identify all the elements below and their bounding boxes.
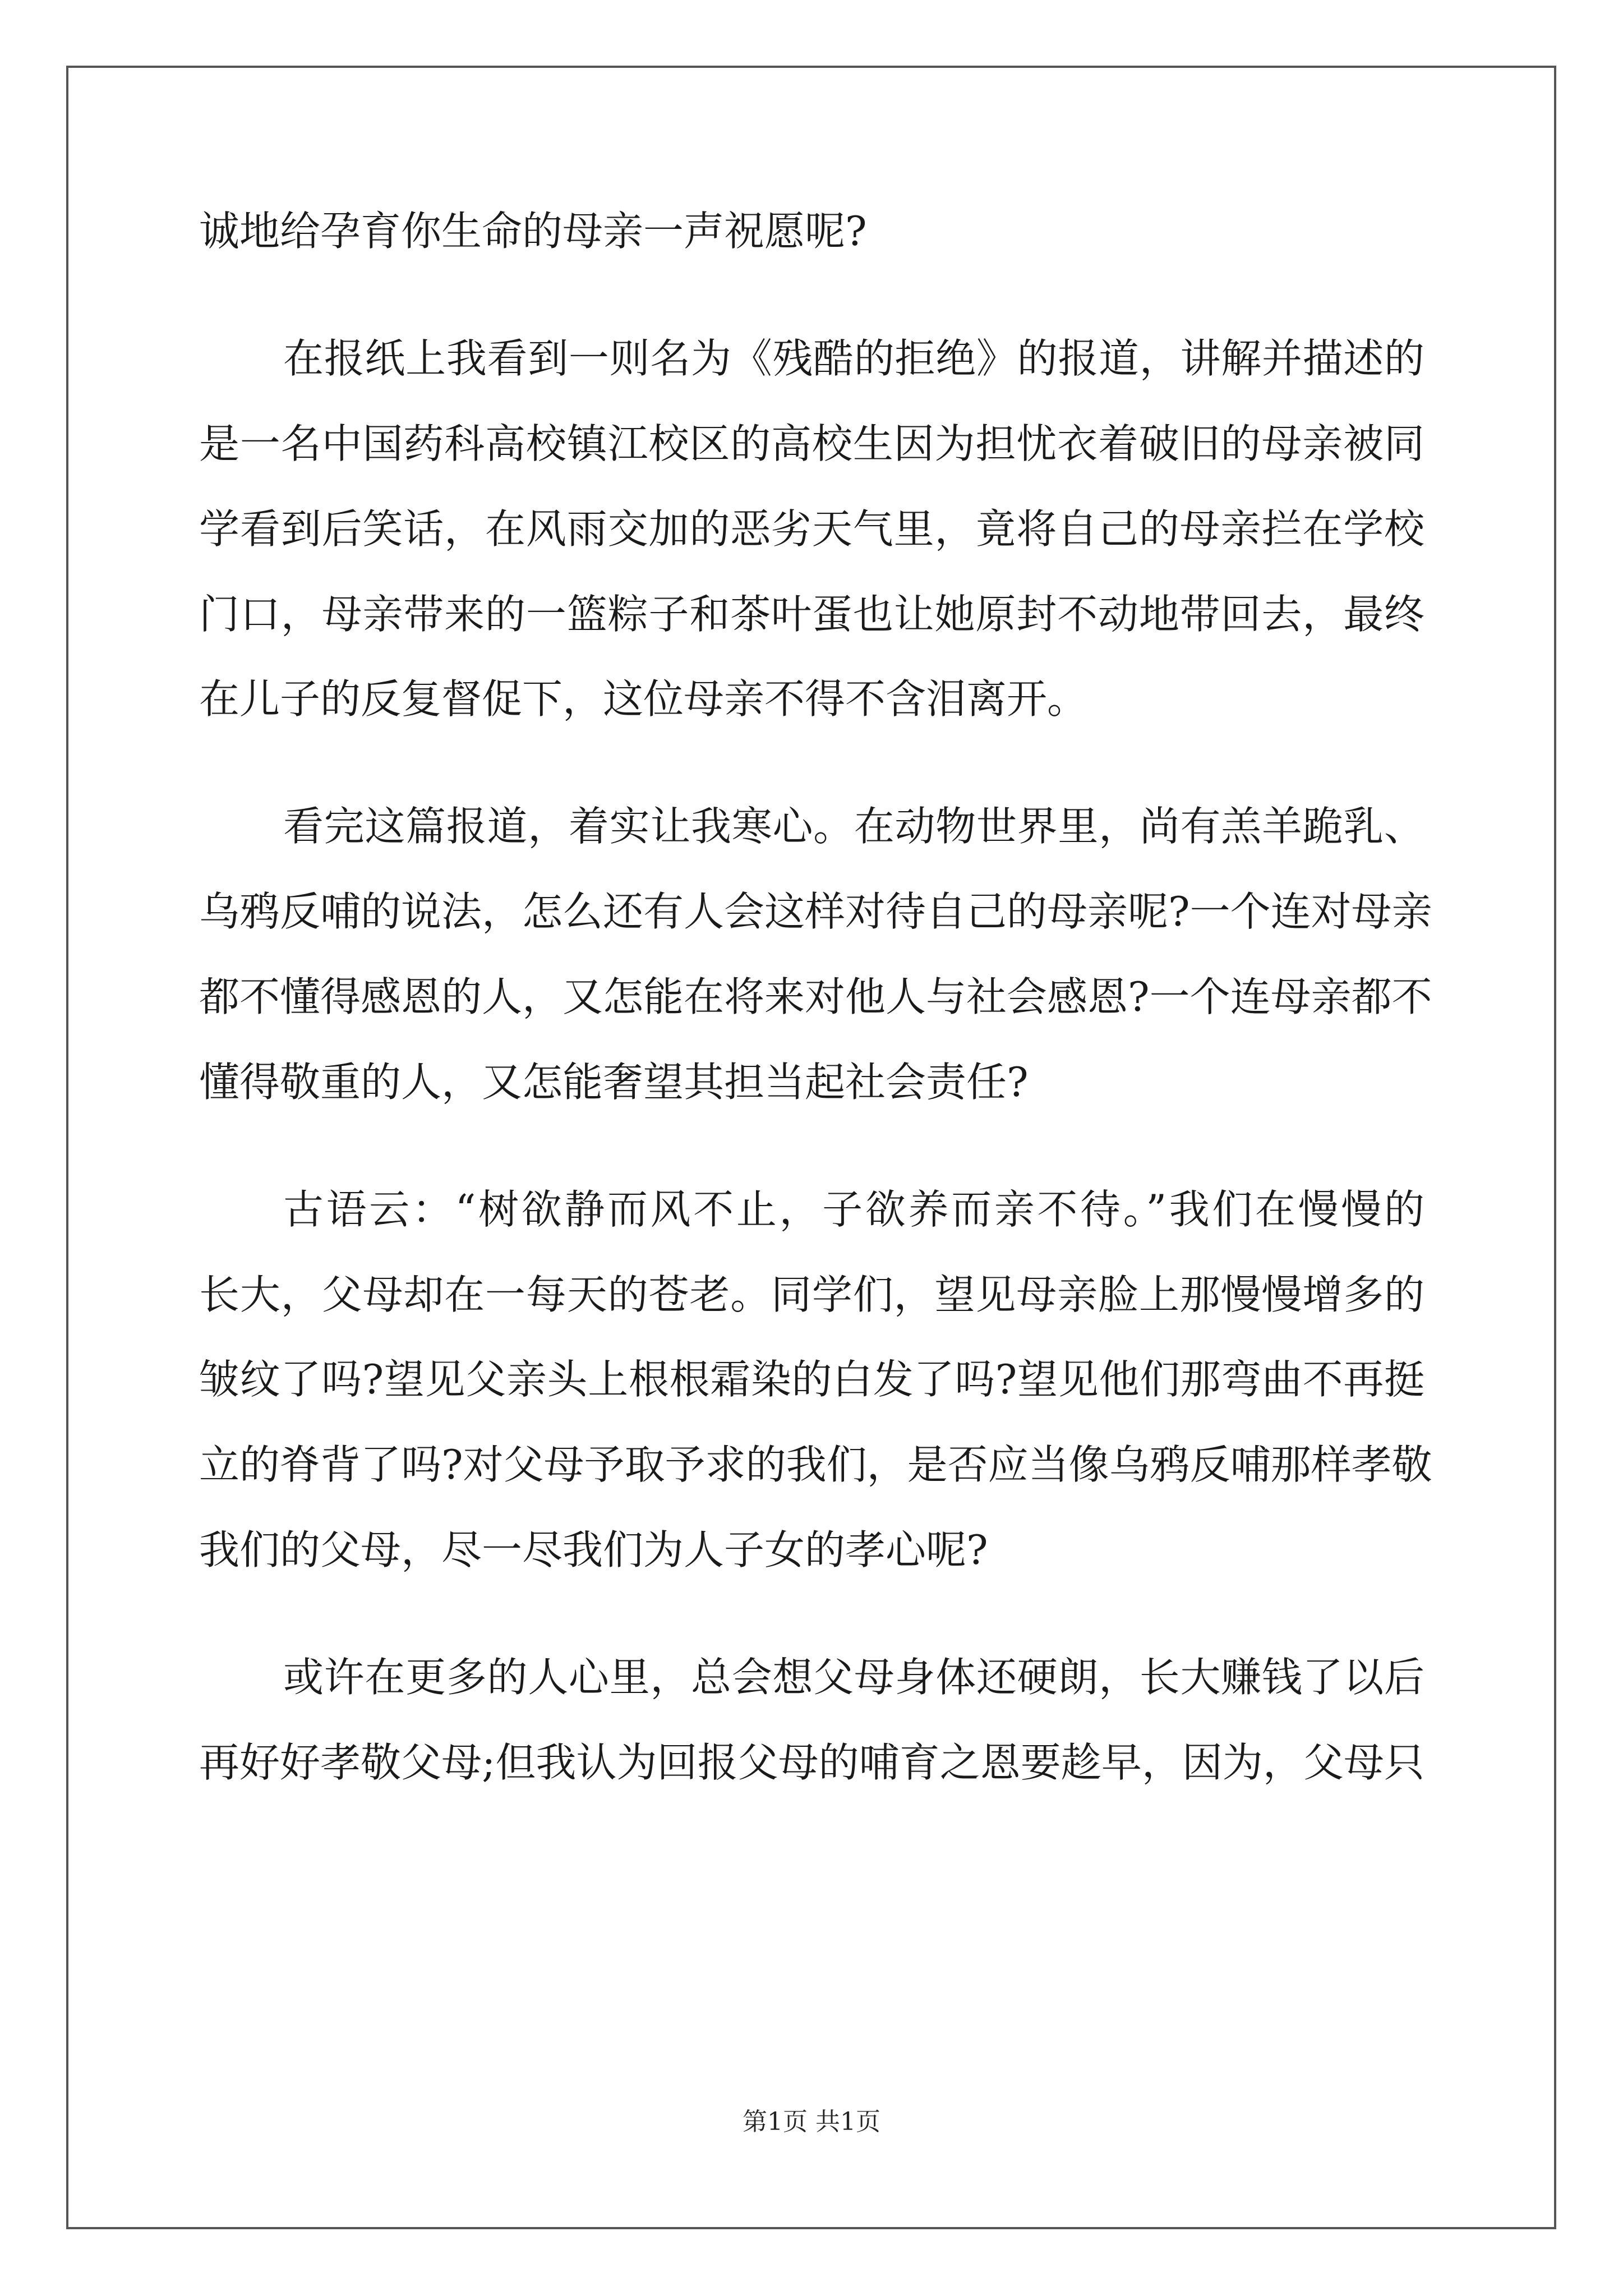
text-line: 在报纸上我看到一则名为《残酷的拒绝》的报道，讲解并描述的 bbox=[283, 335, 1424, 382]
text-line: 乌鸦反哺的说法，怎么还有人会这样对待自己的母亲呢?一个连对母亲 bbox=[199, 888, 1432, 935]
text-line: 再好好孝敬父母;但我认为回报父母的哺育之恩要趁早，因为，父母只 bbox=[199, 1739, 1424, 1786]
page-border bbox=[66, 66, 1556, 2229]
text-line: 都不懂得感恩的人，又怎能在将来对他人与社会感恩?一个连母亲都不 bbox=[199, 973, 1432, 1020]
text-line: 看完这篇报道，着实让我寒心。在动物世界里，尚有羔羊跪乳、 bbox=[283, 803, 1424, 850]
text-line: 我们的父母，尽一尽我们为人子女的孝心呢? bbox=[199, 1526, 988, 1573]
text-line: 皱纹了吗?望见父亲头上根根霜染的白发了吗?望见他们那弯曲不再挺 bbox=[199, 1356, 1424, 1403]
text-line: 门口，母亲带来的一篮粽子和茶叶蛋也让她原封不动地带回去，最终 bbox=[199, 591, 1424, 638]
text-line: 是一名中国药科高校镇江校区的高校生因为担忧衣着破旧的母亲被同 bbox=[199, 420, 1424, 467]
page-footer bbox=[0, 2105, 1623, 2139]
text-line: 在儿子的反复督促下，这位母亲不得不含泪离开。 bbox=[199, 675, 1088, 723]
text-line: 古语云：“树欲静而风不止，子欲养而亲不待。”我们在慢慢的 bbox=[283, 1186, 1424, 1233]
text-line: 立的脊背了吗?对父母予取予求的我们，是否应当像乌鸦反哺那样孝敬 bbox=[199, 1441, 1432, 1488]
text-line: 长大，父母却在一每天的苍老。同学们，望见母亲脸上那慢慢增多的 bbox=[199, 1271, 1424, 1318]
text-line: 懂得敬重的人，又怎能奢望其担当起社会责任? bbox=[199, 1059, 1029, 1106]
text-line: 或许在更多的人心里，总会想父母身体还硬朗，长大赚钱了以后 bbox=[283, 1654, 1424, 1701]
text-line: 学看到后笑话，在风雨交加的恶劣天气里，竟将自己的母亲拦在学校 bbox=[199, 505, 1424, 553]
text-line: 诚地给孕育你生命的母亲一声祝愿呢? bbox=[199, 208, 867, 255]
page-indicator: 第1页 共1页 bbox=[743, 2108, 880, 2136]
